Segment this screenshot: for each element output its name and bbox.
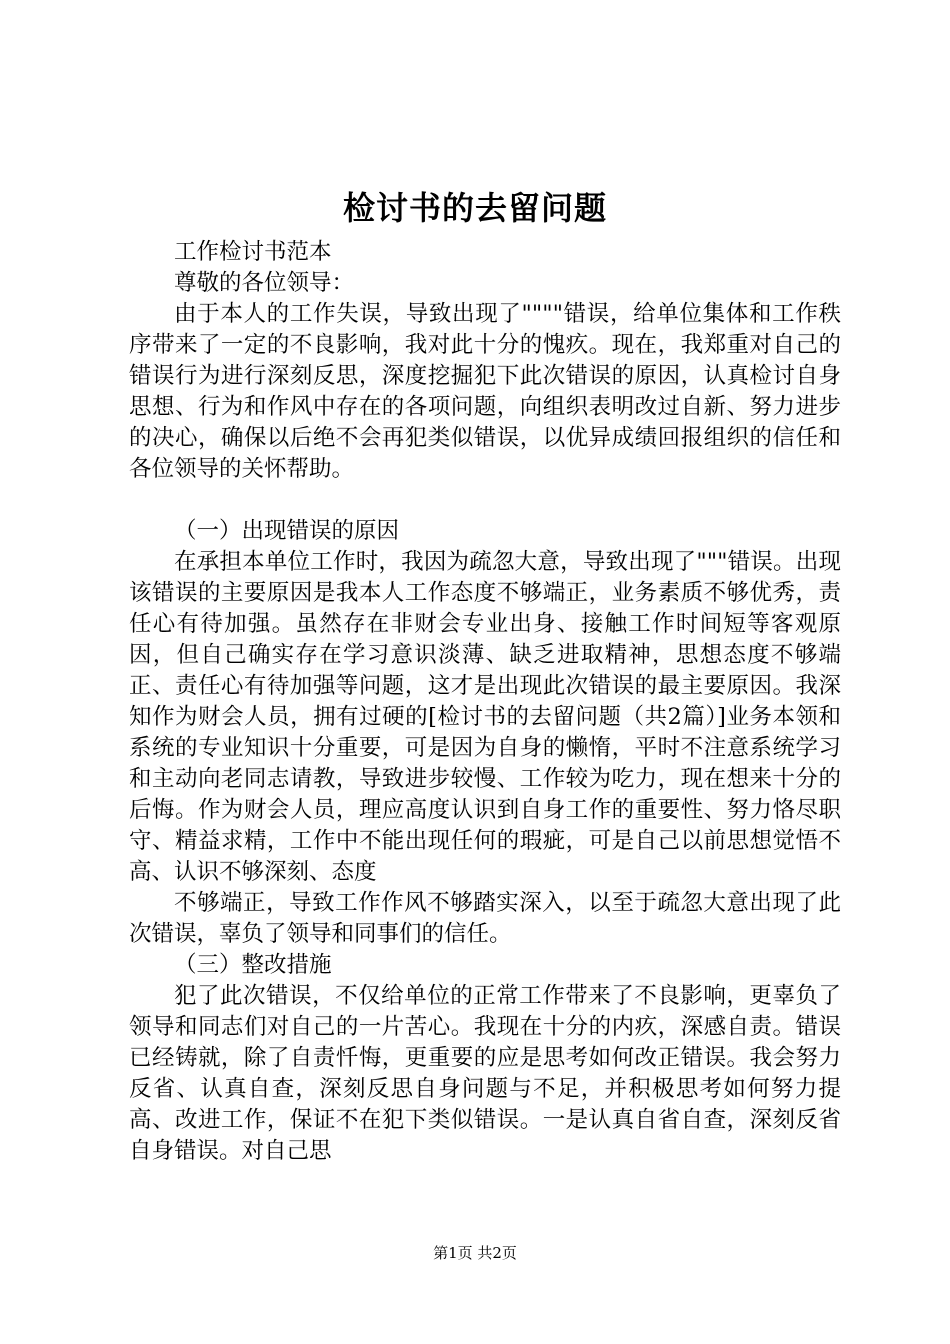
causes-continuation-paragraph: 不够端正，导致工作作风不够踏实深入，以至于疏忽大意出现了此次错误，辜负了领导和同事们的信任。 xyxy=(129,890,841,947)
page-number-footer: 第1页 共2页 xyxy=(433,1244,517,1262)
section-heading-measures: （三）整改措施 xyxy=(174,952,332,978)
document-body xyxy=(129,237,841,1167)
document-title: 检讨书的去留问题 xyxy=(342,189,607,227)
intro-paragraph: 由于本人的工作失误，导致出现了""""错误，给单位集体和工作秩序带来了一定的不良影响，我对此十分的愧疚。现在，我郑重对自己的错误行为进行深刻反思，深度挖掘犯下此次错误的原因，认真检讨自身思想、行为和作风中存在的各项问题，向组织表明改过自新、努力进步的决心，确保以后绝不会再犯类似错误，以优异成绩回报组织的信任和各位领导的关怀帮助。 xyxy=(129,301,841,482)
paragraph-spacer xyxy=(129,485,841,516)
salutation-paragraph: 尊敬的各位领导： xyxy=(174,270,355,296)
causes-paragraph: 在承担本单位工作时，我因为疏忽大意，导致出现了"""错误。出现该错误的主要原因是我本人工作态度不够端正，业务素质不够优秀，责任心有待加强。虽然存在非财会专业出身、接触工作时间短等客观原因，但自己确实存在学习意识淡薄、缺乏进取精神，思想态度不够端正、责任心有待加强等问题，这才是出现此次错误的最主要原因。我深知作为财会人员，拥有过硬的[检讨书的去留问题（共2篇）]业务本领和系统的专业知识十分重要，可是因为自身的懒惰，平时不注意系统学习和主动向老同志请教，导致进步较慢、工作较为吃力，现在想来十分的后悔。作为财会人员，理应高度认识到自身工作的重要性、努力恪尽职守、精益求精，工作中不能出现任何的瑕疵，可是自己以前思想觉悟不高、认识不够深刻、态度 xyxy=(129,549,841,885)
measures-paragraph: 犯了此次错误，不仅给单位的正常工作带来了不良影响，更辜负了领导和同志们对自己的一片苦心。我现在十分的内疚，深感自责。错误已经铸就，除了自责忏悔，更重要的应是思考如何改正错误。我会努力反省、认真自查，深刻反思自身问题与不足，并积极思考如何努力提高、改进工作，保证不在犯下类似错误。一是认真自省自查，深刻反省自身错误。对自己思 xyxy=(129,983,841,1164)
section-heading-causes: （一）出现错误的原因 xyxy=(174,518,400,544)
subtitle-paragraph: 工作检讨书范本 xyxy=(174,239,332,265)
